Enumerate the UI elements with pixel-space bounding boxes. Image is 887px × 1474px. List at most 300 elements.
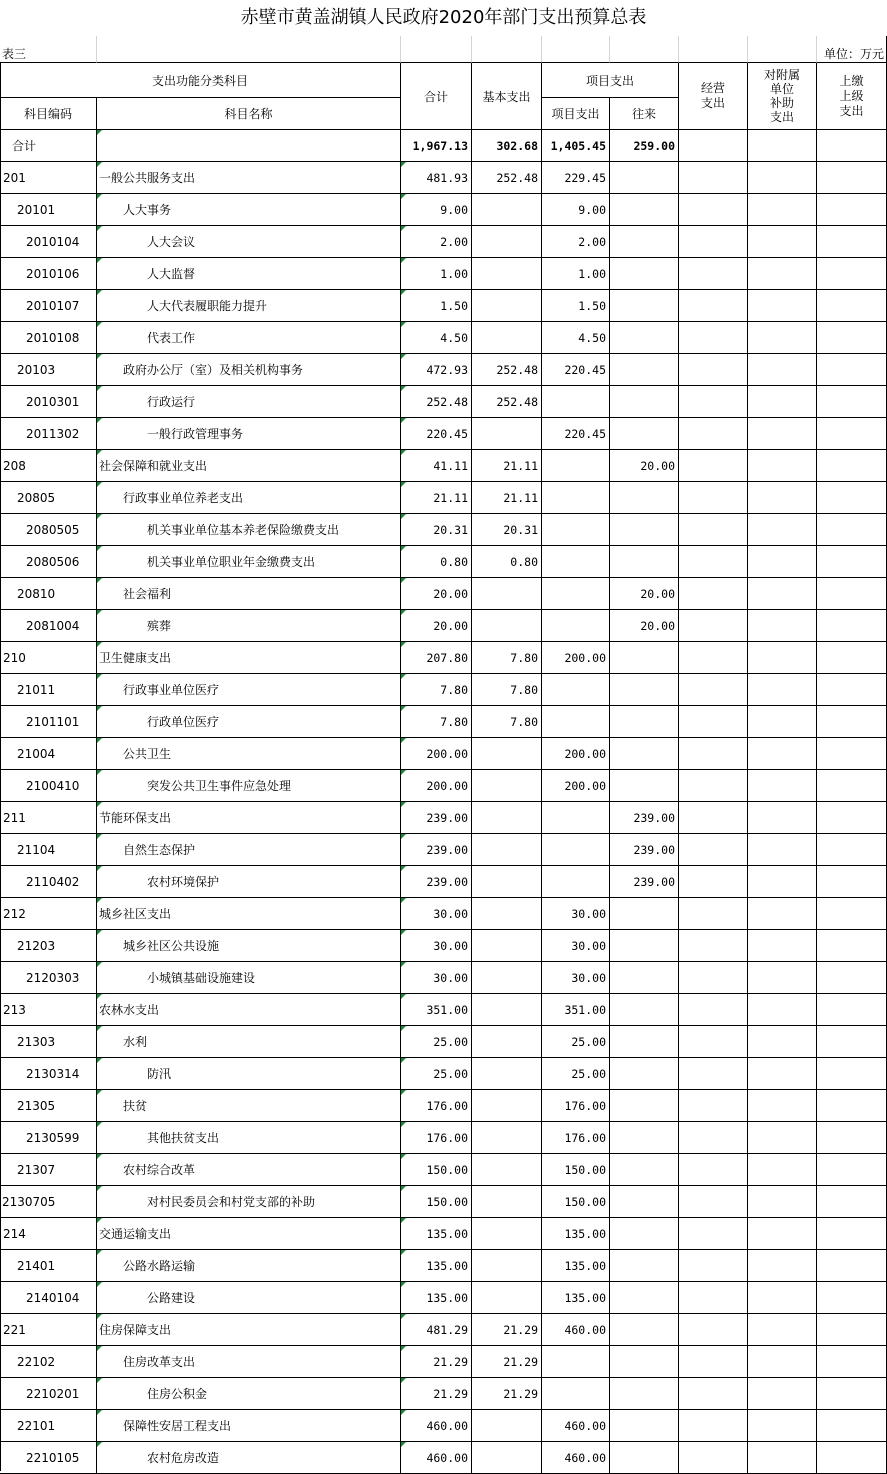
cell-project	[542, 578, 610, 610]
empty-cell	[817, 1314, 887, 1346]
cell-project: 220.45	[542, 354, 610, 386]
empty-cell	[817, 642, 887, 674]
empty-cell	[679, 482, 748, 514]
cell-basic: 21.11	[472, 482, 542, 514]
blank-cell	[542, 36, 610, 63]
cell-code: 2120303	[0, 962, 97, 994]
empty-cell	[748, 962, 817, 994]
cell-total: 20.31	[401, 514, 472, 546]
cell-transfer: 239.00	[610, 866, 679, 898]
table-row	[0, 1378, 887, 1410]
empty-cell	[679, 450, 748, 482]
empty-cell	[748, 258, 817, 290]
table-row	[0, 546, 887, 578]
empty-cell	[748, 290, 817, 322]
empty-cell	[679, 1282, 748, 1314]
empty-cell	[748, 642, 817, 674]
table-row	[0, 418, 887, 450]
empty-cell	[679, 706, 748, 738]
empty-cell	[748, 418, 817, 450]
cell-project	[542, 834, 610, 866]
cell-name: 突发公共卫生事件应急处理	[97, 770, 401, 802]
cell-transfer	[610, 386, 679, 418]
cell-transfer	[610, 1058, 679, 1090]
cell-code: 20103	[0, 354, 97, 386]
cell-name: 小城镇基础设施建设	[97, 962, 401, 994]
empty-cell	[748, 930, 817, 962]
cell-total: 7.80	[401, 674, 472, 706]
cell-project: 9.00	[542, 194, 610, 226]
empty-cell	[817, 706, 887, 738]
cell-code: 212	[0, 898, 97, 930]
empty-cell	[679, 194, 748, 226]
cell-project	[542, 866, 610, 898]
empty-cell	[817, 1218, 887, 1250]
table-row	[0, 962, 887, 994]
cell-total: 460.00	[401, 1442, 472, 1474]
cell-code: 合计	[0, 130, 97, 162]
table-row	[0, 802, 887, 834]
table-row	[0, 706, 887, 738]
cell-basic	[472, 226, 542, 258]
empty-cell	[679, 290, 748, 322]
table-row	[0, 514, 887, 546]
blank-cell	[401, 36, 472, 63]
cell-name: 人大事务	[97, 194, 401, 226]
cell-total: 4.50	[401, 322, 472, 354]
empty-cell	[748, 450, 817, 482]
empty-cell	[679, 1378, 748, 1410]
transfer-header: 往来	[610, 98, 679, 130]
cell-transfer	[610, 322, 679, 354]
cell-name: 水利	[97, 1026, 401, 1058]
empty-cell	[748, 994, 817, 1026]
cell-name: 节能环保支出	[97, 802, 401, 834]
cell-project: 4.50	[542, 322, 610, 354]
empty-cell	[748, 770, 817, 802]
cell-transfer: 20.00	[610, 578, 679, 610]
cell-name: 城乡社区公共设施	[97, 930, 401, 962]
cell-name: 住房公积金	[97, 1378, 401, 1410]
cell-code: 21305	[0, 1090, 97, 1122]
table-row	[0, 482, 887, 514]
empty-cell	[748, 354, 817, 386]
cell-basic	[472, 1154, 542, 1186]
cell-project	[542, 674, 610, 706]
empty-cell	[817, 1026, 887, 1058]
cell-code: 2081004	[0, 610, 97, 642]
table-row	[0, 898, 887, 930]
cell-transfer	[610, 898, 679, 930]
cell-basic	[472, 1282, 542, 1314]
cell-basic: 0.80	[472, 546, 542, 578]
empty-cell	[748, 130, 817, 162]
table-row	[0, 770, 887, 802]
table-row	[0, 642, 887, 674]
page-title: 赤壁市黄盖湖镇人民政府2020年部门支出预算总表	[240, 7, 647, 28]
cell-transfer	[610, 1442, 679, 1474]
table-row	[0, 1314, 887, 1346]
empty-cell	[748, 1218, 817, 1250]
cell-basic	[472, 898, 542, 930]
cell-project	[542, 802, 610, 834]
table-row	[0, 1058, 887, 1090]
empty-cell	[748, 1058, 817, 1090]
cell-total: 239.00	[401, 866, 472, 898]
cell-code: 2101101	[0, 706, 97, 738]
cell-transfer	[610, 738, 679, 770]
empty-cell	[817, 1346, 887, 1378]
empty-cell	[817, 162, 887, 194]
cell-transfer	[610, 1346, 679, 1378]
cell-transfer	[610, 194, 679, 226]
empty-cell	[748, 1250, 817, 1282]
cell-project: 229.45	[542, 162, 610, 194]
cell-code: 213	[0, 994, 97, 1026]
empty-cell	[679, 226, 748, 258]
cell-basic	[472, 1026, 542, 1058]
cell-project	[542, 1378, 610, 1410]
table-row	[0, 1026, 887, 1058]
empty-cell	[748, 834, 817, 866]
cell-name: 社会保障和就业支出	[97, 450, 401, 482]
cell-total: 239.00	[401, 834, 472, 866]
table-row	[0, 674, 887, 706]
empty-cell	[817, 322, 887, 354]
cell-basic	[472, 994, 542, 1026]
cell-project	[542, 386, 610, 418]
table-row	[0, 930, 887, 962]
cell-project: 1,405.45	[542, 130, 610, 162]
table-row	[0, 1442, 887, 1474]
cell-name: 公共卫生	[97, 738, 401, 770]
empty-cell	[748, 1122, 817, 1154]
cell-name: 一般行政管理事务	[97, 418, 401, 450]
empty-cell	[748, 866, 817, 898]
cell-total: 1.00	[401, 258, 472, 290]
empty-cell	[679, 930, 748, 962]
cell-total: 7.80	[401, 706, 472, 738]
cell-total: 150.00	[401, 1154, 472, 1186]
cell-code: 2080505	[0, 514, 97, 546]
cell-basic: 7.80	[472, 642, 542, 674]
empty-cell	[817, 578, 887, 610]
empty-cell	[748, 1090, 817, 1122]
cell-total: 20.00	[401, 610, 472, 642]
empty-cell	[679, 354, 748, 386]
cell-transfer: 259.00	[610, 130, 679, 162]
empty-cell	[748, 674, 817, 706]
cell-code: 2080506	[0, 546, 97, 578]
table-row	[0, 994, 887, 1026]
project-header: 项目支出	[542, 98, 610, 130]
table-row	[0, 1090, 887, 1122]
basic-header: 基本支出	[472, 63, 542, 130]
empty-cell	[817, 674, 887, 706]
subsidy-header: 对附属 单位 补助 支出	[748, 63, 817, 130]
cell-total: 30.00	[401, 962, 472, 994]
empty-cell	[748, 610, 817, 642]
cell-name: 社会福利	[97, 578, 401, 610]
cell-name: 其他扶贫支出	[97, 1122, 401, 1154]
empty-cell	[817, 546, 887, 578]
table-row	[0, 866, 887, 898]
cell-transfer	[610, 1314, 679, 1346]
blank-cell	[472, 36, 542, 63]
cell-basic	[472, 962, 542, 994]
cell-name: 行政单位医疗	[97, 706, 401, 738]
empty-cell	[748, 1154, 817, 1186]
cell-name: 人大会议	[97, 226, 401, 258]
cell-code: 2010107	[0, 290, 97, 322]
empty-cell	[817, 770, 887, 802]
cell-total: 1,967.13	[401, 130, 472, 162]
empty-cell	[748, 226, 817, 258]
cell-total: 472.93	[401, 354, 472, 386]
cell-transfer	[610, 770, 679, 802]
empty-cell	[748, 706, 817, 738]
cell-basic: 252.48	[472, 386, 542, 418]
empty-cell	[679, 1346, 748, 1378]
cell-code: 2010106	[0, 258, 97, 290]
empty-cell	[679, 642, 748, 674]
cell-transfer	[610, 1218, 679, 1250]
cell-basic: 7.80	[472, 674, 542, 706]
empty-cell	[817, 354, 887, 386]
cell-transfer	[610, 1378, 679, 1410]
table-row	[0, 162, 887, 194]
cell-name: 机关事业单位基本养老保险缴费支出	[97, 514, 401, 546]
cell-name: 农村危房改造	[97, 1442, 401, 1474]
cell-code: 22101	[0, 1410, 97, 1442]
empty-cell	[748, 322, 817, 354]
empty-cell	[679, 1026, 748, 1058]
cell-transfer: 239.00	[610, 802, 679, 834]
cell-name: 城乡社区支出	[97, 898, 401, 930]
cell-name: 代表工作	[97, 322, 401, 354]
cell-project: 2.00	[542, 226, 610, 258]
empty-cell	[817, 1186, 887, 1218]
cell-code: 210	[0, 642, 97, 674]
cell-code: 2011302	[0, 418, 97, 450]
cell-total: 135.00	[401, 1250, 472, 1282]
cell-code: 20101	[0, 194, 97, 226]
empty-cell	[817, 738, 887, 770]
empty-cell	[748, 162, 817, 194]
table-row	[0, 290, 887, 322]
cell-total: 481.93	[401, 162, 472, 194]
cell-project	[542, 514, 610, 546]
cell-total: 200.00	[401, 738, 472, 770]
cell-basic	[472, 1410, 542, 1442]
empty-cell	[679, 674, 748, 706]
table-row	[0, 1346, 887, 1378]
cell-total: 25.00	[401, 1058, 472, 1090]
blank-cell	[748, 36, 817, 63]
code-header: 科目编码	[0, 98, 97, 130]
empty-cell	[679, 1058, 748, 1090]
cell-basic	[472, 1058, 542, 1090]
empty-cell	[679, 1154, 748, 1186]
cell-name: 自然生态保护	[97, 834, 401, 866]
cell-code: 214	[0, 1218, 97, 1250]
cell-basic	[472, 770, 542, 802]
cell-name: 扶贫	[97, 1090, 401, 1122]
cell-project: 460.00	[542, 1410, 610, 1442]
cell-code: 20805	[0, 482, 97, 514]
empty-cell	[679, 1410, 748, 1442]
cell-total: 135.00	[401, 1218, 472, 1250]
cell-code: 21307	[0, 1154, 97, 1186]
cell-transfer: 20.00	[610, 450, 679, 482]
cell-transfer	[610, 1026, 679, 1058]
empty-cell	[817, 386, 887, 418]
cell-project	[542, 1346, 610, 1378]
empty-cell	[748, 546, 817, 578]
cell-name: 殡葬	[97, 610, 401, 642]
cell-total: 207.80	[401, 642, 472, 674]
cell-basic: 20.31	[472, 514, 542, 546]
table-row	[0, 194, 887, 226]
cell-name: 住房改革支出	[97, 1346, 401, 1378]
cell-code: 2130705	[0, 1186, 97, 1218]
empty-cell	[817, 610, 887, 642]
cell-basic	[472, 418, 542, 450]
cell-project: 30.00	[542, 930, 610, 962]
cell-name: 行政事业单位医疗	[97, 674, 401, 706]
empty-cell	[679, 770, 748, 802]
category-group-header: 支出功能分类科目	[0, 63, 401, 98]
empty-cell	[748, 1410, 817, 1442]
empty-cell	[679, 546, 748, 578]
empty-cell	[817, 290, 887, 322]
empty-cell	[817, 962, 887, 994]
cell-basic	[472, 1090, 542, 1122]
cell-project: 135.00	[542, 1282, 610, 1314]
total-header: 合计	[401, 63, 472, 130]
table-row	[0, 1122, 887, 1154]
cell-total: 1.50	[401, 290, 472, 322]
cell-project: 200.00	[542, 642, 610, 674]
cell-total: 239.00	[401, 802, 472, 834]
empty-cell	[748, 1026, 817, 1058]
cell-transfer	[610, 642, 679, 674]
empty-cell	[679, 802, 748, 834]
empty-cell	[748, 1186, 817, 1218]
empty-cell	[679, 898, 748, 930]
cell-code: 211	[0, 802, 97, 834]
cell-basic	[472, 1218, 542, 1250]
blank-cell	[679, 36, 748, 63]
empty-cell	[817, 482, 887, 514]
cell-name: 公路水路运输	[97, 1250, 401, 1282]
empty-cell	[679, 162, 748, 194]
empty-cell	[679, 962, 748, 994]
empty-cell	[817, 130, 887, 162]
cell-basic	[472, 1122, 542, 1154]
empty-cell	[748, 1346, 817, 1378]
empty-cell	[679, 866, 748, 898]
empty-cell	[817, 1122, 887, 1154]
cell-basic	[472, 1250, 542, 1282]
cell-basic	[472, 930, 542, 962]
empty-cell	[817, 994, 887, 1026]
cell-total: 21.29	[401, 1346, 472, 1378]
upper-header: 上缴 上级 支出	[817, 63, 887, 130]
cell-total: 2.00	[401, 226, 472, 258]
empty-cell	[679, 834, 748, 866]
cell-project: 1.50	[542, 290, 610, 322]
table-row	[0, 738, 887, 770]
cell-transfer	[610, 930, 679, 962]
cell-code: 21303	[0, 1026, 97, 1058]
empty-cell	[748, 386, 817, 418]
cell-code: 21004	[0, 738, 97, 770]
cell-transfer	[610, 1090, 679, 1122]
cell-name: 一般公共服务支出	[97, 162, 401, 194]
table-row	[0, 1410, 887, 1442]
cell-name: 人大监督	[97, 258, 401, 290]
empty-cell	[817, 930, 887, 962]
cell-project	[542, 546, 610, 578]
cell-basic	[472, 578, 542, 610]
cell-transfer: 20.00	[610, 610, 679, 642]
cell-code: 2210201	[0, 1378, 97, 1410]
cell-basic	[472, 610, 542, 642]
cell-transfer	[610, 290, 679, 322]
empty-cell	[679, 1122, 748, 1154]
cell-project: 200.00	[542, 738, 610, 770]
cell-name: 人大代表履职能力提升	[97, 290, 401, 322]
cell-transfer: 239.00	[610, 834, 679, 866]
empty-cell	[748, 578, 817, 610]
empty-cell	[817, 226, 887, 258]
cell-name: 农村环境保护	[97, 866, 401, 898]
unit-label: 单位：万元	[817, 36, 887, 63]
cell-basic	[472, 738, 542, 770]
cell-basic: 252.48	[472, 162, 542, 194]
empty-cell	[679, 258, 748, 290]
cell-total: 25.00	[401, 1026, 472, 1058]
cell-total: 0.80	[401, 546, 472, 578]
cell-transfer	[610, 546, 679, 578]
cell-project: 150.00	[542, 1186, 610, 1218]
cell-project: 150.00	[542, 1154, 610, 1186]
empty-cell	[817, 1090, 887, 1122]
cell-project: 176.00	[542, 1122, 610, 1154]
cell-basic	[472, 322, 542, 354]
cell-total: 460.00	[401, 1410, 472, 1442]
cell-name: 公路建设	[97, 1282, 401, 1314]
table-row	[0, 386, 887, 418]
cell-transfer	[610, 514, 679, 546]
table-row	[0, 1186, 887, 1218]
cell-basic	[472, 1186, 542, 1218]
unit-row	[0, 36, 887, 63]
empty-cell	[679, 738, 748, 770]
table-row	[0, 354, 887, 386]
cell-code: 221	[0, 1314, 97, 1346]
cell-name: 政府办公厅（室）及相关机构事务	[97, 354, 401, 386]
cell-project: 176.00	[542, 1090, 610, 1122]
cell-transfer	[610, 1154, 679, 1186]
empty-cell	[817, 1410, 887, 1442]
empty-cell	[817, 802, 887, 834]
cell-basic	[472, 866, 542, 898]
empty-cell	[748, 802, 817, 834]
cell-name: 卫生健康支出	[97, 642, 401, 674]
table-row	[0, 610, 887, 642]
